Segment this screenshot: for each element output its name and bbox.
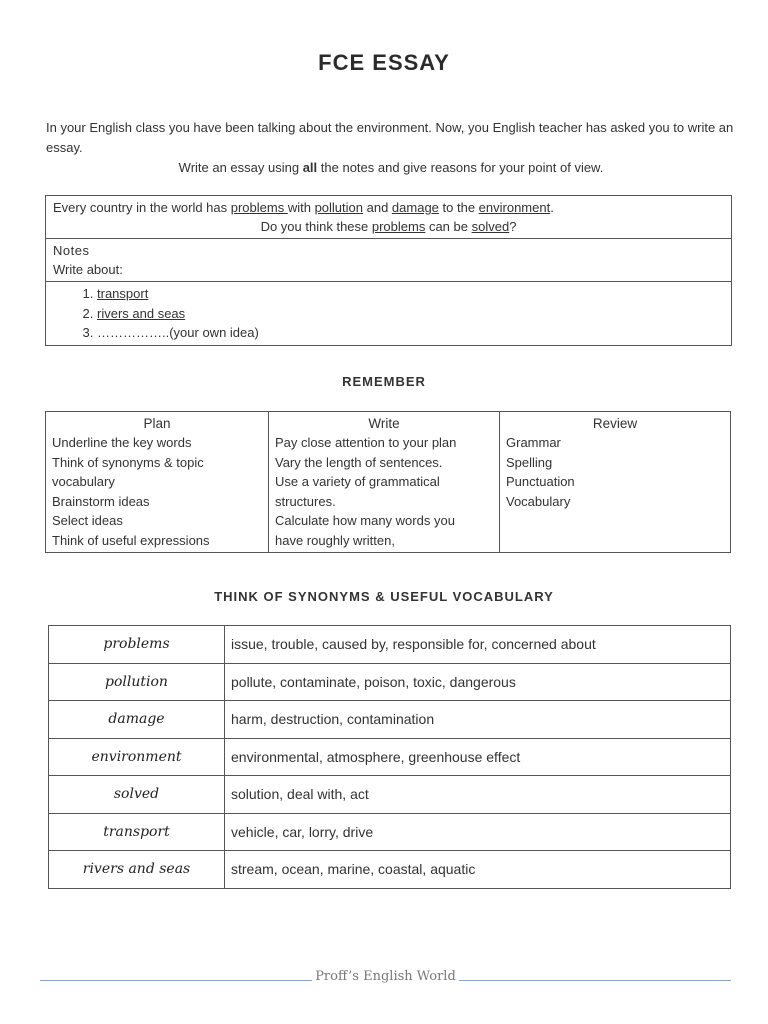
table-row <box>49 663 731 701</box>
table-row <box>49 701 731 739</box>
task-text: to the <box>438 200 479 215</box>
task-text: Do you think these <box>260 219 372 234</box>
intro-line-2 <box>46 158 736 178</box>
intro-line-2-post: the notes and give reasons for your point of view. <box>317 160 604 175</box>
vocab-word: pollution <box>49 663 225 701</box>
list-item: vocabulary <box>52 474 115 489</box>
list-item: Select ideas <box>52 513 123 528</box>
list-item: Underline the key words <box>52 435 192 450</box>
list-item: structures. <box>275 493 336 509</box>
key-word: damage <box>391 200 439 215</box>
vocab-word: damage <box>49 701 225 739</box>
list-item: Think of synonyms & topic <box>52 454 204 470</box>
intro-line-2-pre: Write an essay using <box>178 160 303 175</box>
key-word: solved <box>471 219 510 234</box>
table-row <box>49 813 731 851</box>
vocab-synonyms: pollute, contaminate, poison, toxic, dangerous <box>225 663 731 701</box>
list-item: Brainstorm ideas <box>52 493 150 509</box>
list-item: Calculate how many words you <box>275 513 455 528</box>
notes-list-cell <box>46 282 732 346</box>
write-about-label: Write about: <box>53 262 123 277</box>
table-row <box>49 776 731 814</box>
task-statement <box>53 198 724 217</box>
task-question <box>53 217 724 236</box>
vocab-synonyms: issue, trouble, caused by, responsible for, concerned about <box>225 626 731 664</box>
note-item-text: ..(your own idea) <box>162 325 259 340</box>
column-header-review: Review <box>500 412 731 434</box>
plan-column <box>46 433 269 553</box>
vocab-synonyms: solution, deal with, act <box>225 776 731 814</box>
list-item: Use a variety of grammatical <box>275 474 440 489</box>
intro-line-1: In your English class you have been talking about the environment. Now, you English teacher has asked you to write an essay. <box>46 120 734 155</box>
list-item: Punctuation <box>506 474 575 489</box>
intro-line-2-bold: all <box>302 160 318 175</box>
notes-cell <box>46 239 732 282</box>
vocabulary-table <box>48 625 731 889</box>
note-item-dots: …………… <box>97 325 162 340</box>
vocab-word: solved <box>49 776 225 814</box>
vocab-synonyms: environmental, atmosphere, greenhouse effect <box>225 738 731 776</box>
task-text: . <box>550 200 554 215</box>
footer <box>40 969 731 989</box>
footer-text: Proff’s English World <box>315 969 456 984</box>
list-item: Think of useful expressions <box>52 532 210 548</box>
remember-heading: REMEMBER <box>342 374 426 389</box>
task-text: ? <box>509 219 517 234</box>
table-row <box>49 851 731 889</box>
vocab-synonyms: harm, destruction, contamination <box>225 701 731 739</box>
vocab-word: problems <box>49 626 225 664</box>
page-title: FCE ESSAY <box>318 50 450 75</box>
intro-text <box>46 118 736 178</box>
list-item: Grammar <box>506 435 561 450</box>
task-prompt-cell <box>46 196 732 239</box>
key-word: problems <box>230 200 288 215</box>
task-text: Every country in the world has <box>53 200 231 215</box>
vocab-word: environment <box>49 738 225 776</box>
list-item: Vary the length of sentences. <box>275 454 443 470</box>
write-column <box>269 433 500 553</box>
key-word: environment <box>478 200 551 215</box>
list-item <box>97 304 724 324</box>
vocab-word: transport <box>49 813 225 851</box>
note-item-text: transport <box>97 286 149 301</box>
notes-heading: Notes <box>53 243 90 258</box>
vocab-synonyms: stream, ocean, marine, coastal, aquatic <box>225 851 731 889</box>
column-header-write: Write <box>269 412 500 434</box>
remember-table <box>45 411 731 553</box>
vocab-word: rivers and seas <box>49 851 225 889</box>
column-header-plan: Plan <box>46 412 269 434</box>
list-item <box>97 284 724 304</box>
task-text: with <box>287 200 315 215</box>
key-word: pollution <box>314 200 363 215</box>
table-row <box>49 738 731 776</box>
key-word: problems <box>371 219 426 234</box>
note-item-text: rivers and seas <box>97 305 186 321</box>
table-row <box>49 626 731 664</box>
vocab-synonyms: vehicle, car, lorry, drive <box>225 813 731 851</box>
list-item: Vocabulary <box>506 493 571 509</box>
list-item: have roughly written, <box>275 532 395 548</box>
list-item: Pay close attention to your plan <box>275 435 457 450</box>
task-table <box>45 195 732 346</box>
list-item <box>97 323 724 343</box>
task-text: and <box>363 200 392 215</box>
review-column <box>500 433 731 553</box>
synonyms-heading: THINK OF SYNONYMS & USEFUL VOCABULARY <box>214 589 554 604</box>
task-text: can be <box>425 219 472 234</box>
list-item: Spelling <box>506 454 553 470</box>
notes-list <box>53 284 724 343</box>
